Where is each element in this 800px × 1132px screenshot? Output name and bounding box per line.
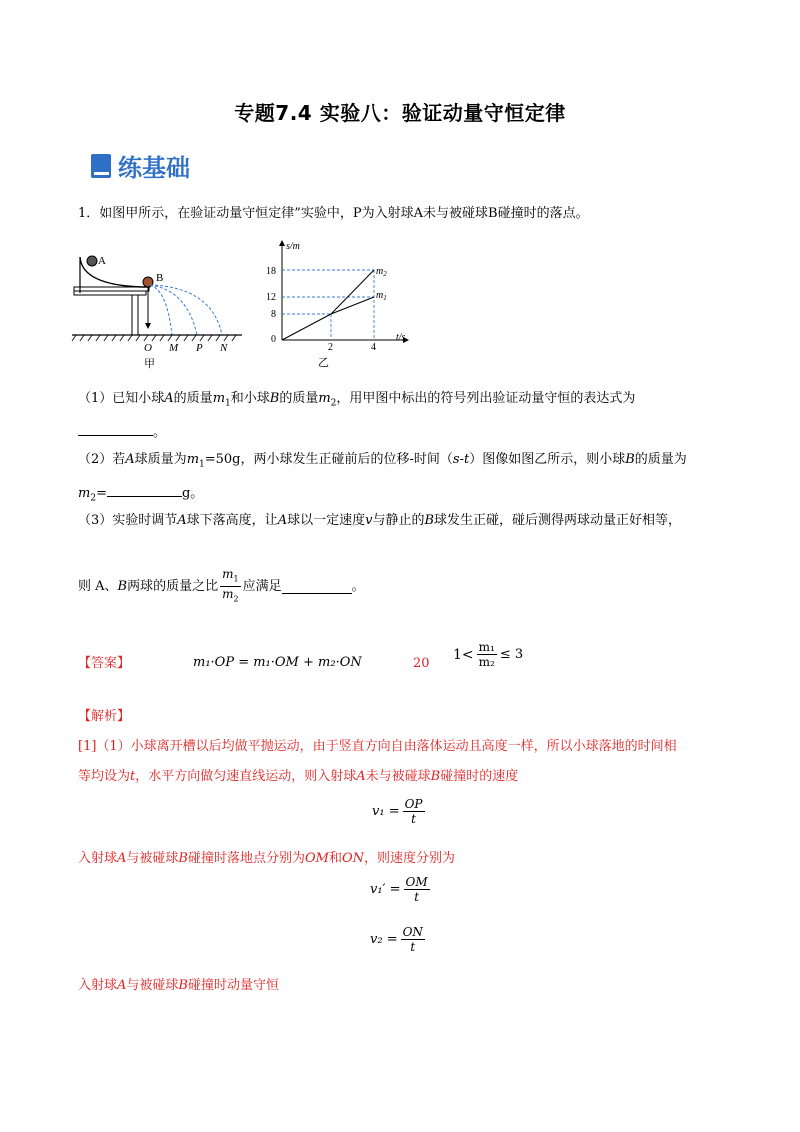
ytick-8: 8 xyxy=(271,309,276,320)
label-B: B xyxy=(156,272,164,284)
analysis-p1: [1]（1）小球离开槽以后均做平抛运动，由于竖直方向自由落体运动且高度一样，所以小球落地的时间相 xyxy=(78,739,677,754)
fraction-m1-m2: $\frac{m_1}{m_2}$ xyxy=(222,567,239,604)
figure-yi xyxy=(268,240,418,370)
equation-v2: v₂ = $\frac{ON}{t}$ xyxy=(370,925,423,954)
book-icon xyxy=(90,153,112,179)
question-part3: （3）实验时调节A球下落高度，让A球以一定速度v与静止的B球发生正碰，碰后测得两球动量正好相等， xyxy=(78,513,682,528)
ytick-0: 0 xyxy=(271,334,276,345)
question-part2: （2）若A球质量为$m_1=50g$，两小球发生正碰前后的位移-时间（s-t）图像如图乙所示，则小球B的质量为 xyxy=(78,452,687,470)
question-part3-cont: 则 A、 B 两球的质量之比 $\frac{m_1}{m_2}$ 应满足 。 xyxy=(78,567,365,607)
label-O: O xyxy=(144,342,152,354)
analysis-label: 【解析】 xyxy=(78,709,131,724)
page-title: 专题7.4 实验八：验证动量守恒定律 xyxy=(234,101,566,125)
question-part1: （1）已知小球A的质量$m_1$和小球B的质量$m_2$，用甲图中标出的符号列出验证动量守恒的表达式为 xyxy=(78,391,636,409)
answer-value-2: 20 xyxy=(413,656,430,671)
figure-jia xyxy=(72,245,247,370)
xtick-4: 4 xyxy=(371,342,376,353)
ytick-18: 18 xyxy=(266,266,276,277)
xtick-2: 2 xyxy=(328,342,333,353)
analysis-p4: 入射球A与被碰球B碰撞时动量守恒 xyxy=(78,978,279,993)
equation-v1: v₁ = $\frac{OP}{t}$ xyxy=(372,797,423,826)
caption-yi: 乙 xyxy=(318,356,329,369)
answer-label: 【答案】 xyxy=(78,656,131,671)
label-N: N xyxy=(220,342,228,354)
answer-inequality: 1< $\frac{\text{m₁}}{\text{m₂}}$ ≤ 3 xyxy=(453,640,524,669)
label-A: A xyxy=(98,255,106,267)
analysis-p3: 入射球A与被碰球B碰撞时落地点分别为OM和ON，则速度分别为 xyxy=(78,851,456,866)
section-title: 练基础 xyxy=(118,154,190,182)
equation-v1-prime: v₁′ = $\frac{OM}{t}$ xyxy=(370,875,428,904)
answer-blank-1[interactable]: 。 xyxy=(78,422,166,442)
y-axis-label: s/m xyxy=(286,241,300,252)
answer-formula: m₁·OP = m₁·OM + m₂·ON xyxy=(193,655,362,670)
answer-blank-2[interactable]: $m_2= g$。 xyxy=(78,483,203,508)
question-stem: 1．如图甲所示，在验证动量守恒定律”实验中，P为入射球A未与被碰球B碰撞时的落点。 xyxy=(78,206,589,221)
line-m1-label: $m_1$ xyxy=(376,290,387,302)
x-axis-label: t/s xyxy=(396,332,406,343)
ytick-12: 12 xyxy=(266,292,276,303)
label-P: P xyxy=(196,342,203,354)
analysis-p2: 等均设为t，水平方向做匀速直线运动，则入射球A未与被碰球B碰撞时的速度 xyxy=(78,769,519,784)
section-header xyxy=(90,148,190,183)
answer-blank-3[interactable] xyxy=(282,580,352,594)
caption-jia: 甲 xyxy=(144,357,155,370)
line-m2-label: $m_2$ xyxy=(376,266,387,278)
label-M: M xyxy=(169,342,179,354)
